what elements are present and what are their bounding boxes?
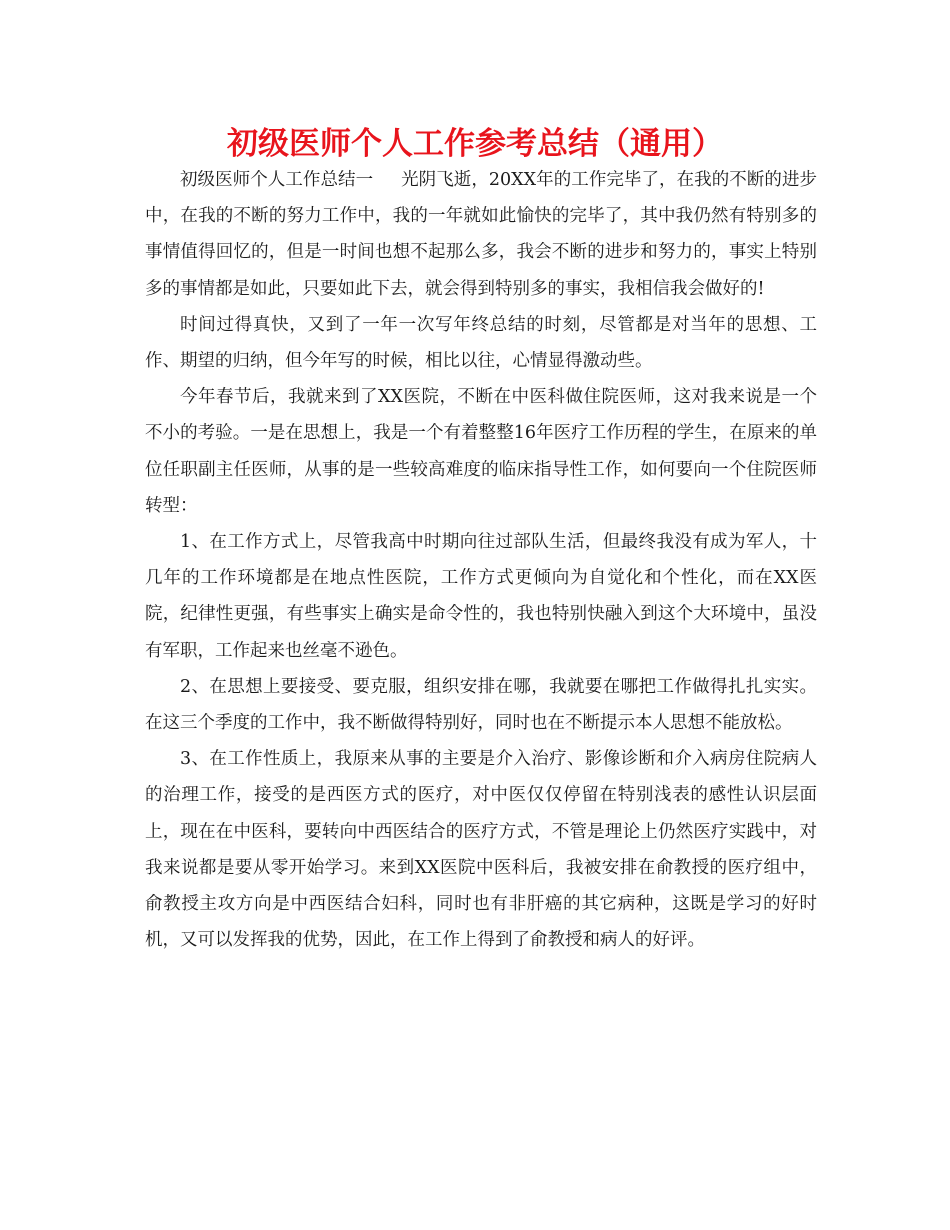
paragraph-4: 1、在工作方式上，尽管我高中时期向往过部队生活，但最终我没有成为军人，十几年的工作环境都是在地点性医院，工作方式更倾向为自觉化和个性化，而在XX医院，纪律性更强，有些事实上确实是命令性的，我也特别快融入到这个大环境中，虽没有军职，工作起来也丝毫不逊色。: [145, 532, 817, 661]
paragraph-1: [145, 162, 817, 307]
paragraph-5: 2、在思想上要接受、要克服，组织安排在哪，我就要在哪把工作做得扎扎实实。在这三个季度的工作中，我不断做得特别好，同时也在不断提示本人思想不能放松。: [145, 676, 817, 734]
document-body: [145, 162, 817, 958]
document-title: 初级医师个人工作参考总结（通用）: [227, 126, 723, 162]
paragraph-3: 今年春节后，我就来到了XX医院，不断在中医科做住院医师，这对我来说是一个不小的考验。一是在思想上，我是一个有着整整16年医疗工作历程的学生，在原来的单位任职副主任医师，从事的是一些较高难度的临床指导性工作，如何要向一个住院医师转型：: [145, 387, 817, 516]
paragraph-6: 3、在工作性质上，我原来从事的主要是介入治疗、影像诊断和介入病房住院病人的治理工作，接受的是西医方式的医疗，对中医仅仅停留在特别浅表的感性认识层面上，现在在中医科，要转向中西医结合的医疗方式，不管是理论上仍然医疗实践中，对我来说都是要从零开始学习。来到XX医院中医科后，我被安排在俞教授的医疗组中，俞教授主攻方向是中西医结合妇科，同时也有非肝癌的其它病种，这既是学习的好时机，又可以发挥我的优势，因此，在工作上得到了俞教授和病人的好评。: [145, 749, 817, 951]
intro-label: 初级医师个人工作总结一: [180, 170, 374, 190]
paragraph-1-text: 光阴飞逝，20XX年的工作完毕了，在我的不断的进步中，在我的不断的努力工作中，我的一年就如此愉快的完毕了，其中我仍然有特别多的事情值得回忆的，但是一时间也想不起那么多，我会不断的进步和努力的，事实上特别多的事情都是如此，只要如此下去，就会得到特别多的事实，我相信我会做好的!: [145, 170, 817, 299]
paragraph-2: 时间过得真快，又到了一年一次写年终总结的时刻，尽管都是对当年的思想、工作、期望的归纳，但今年写的时候，相比以往，心情显得激动些。: [145, 314, 817, 372]
